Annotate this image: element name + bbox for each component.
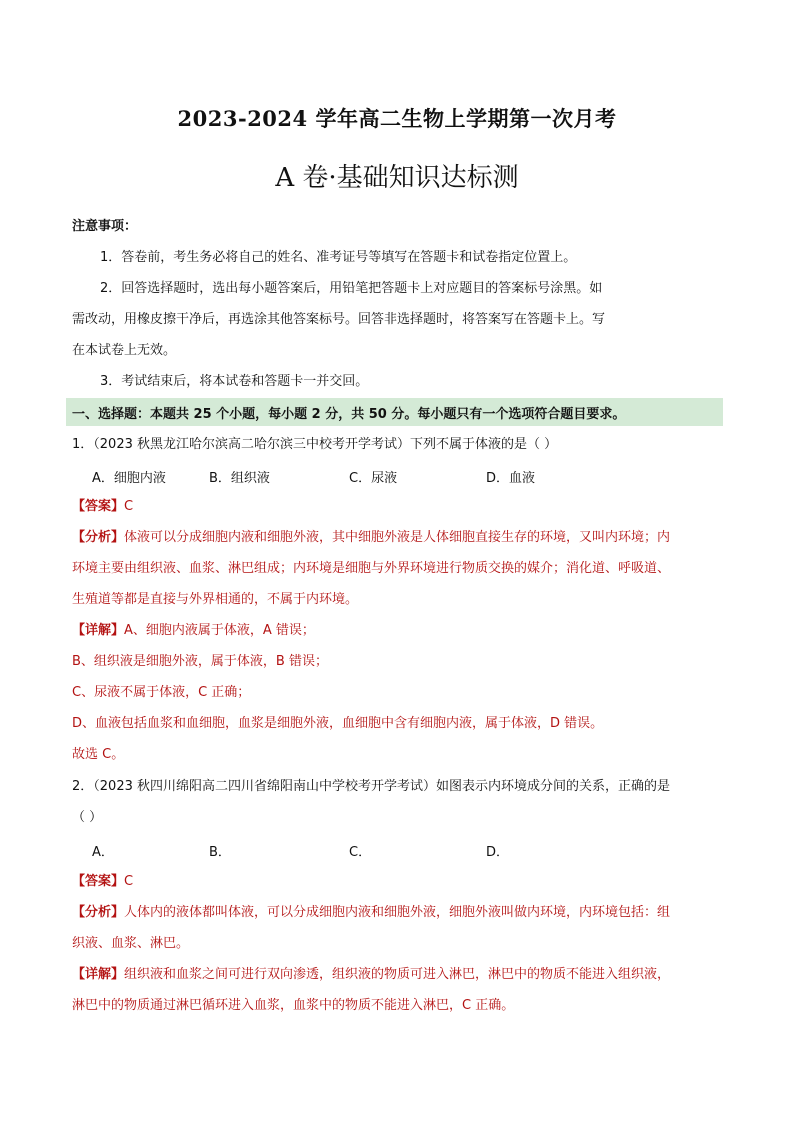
q2-stem-line-2: （ ） (72, 810, 103, 825)
q2-option-d: D． (486, 845, 510, 860)
q2-answer (72, 873, 133, 891)
notice-item-2-line-3: 在本试卷上无效。 (72, 343, 177, 358)
notice-item-1: 1．答卷前，考生务必将自己的姓名、准考证号等填写在答题卡和试卷指定位置上。 (100, 250, 577, 265)
notice-item-2-line-1: 2．回答选择题时，选出每小题答案后，用铅笔把答题卡上对应题目的答案标号涂黑。如 (100, 281, 603, 296)
answer-tag: 【答案】 (72, 874, 125, 889)
detail-text: 组织液和血浆之间可进行双向渗透，组织液的物质可进入淋巴，淋巴中的物质不能进入组织液， (124, 967, 671, 982)
q1-analysis-line-2: 环境主要由组织液、血浆、淋巴组成；内环境是细胞与外界环境进行物质交换的媒介；消化道、呼吸道、 (72, 561, 671, 576)
q2-option-b: B． (209, 845, 231, 860)
q1-option-a: A．细胞内液 (92, 471, 166, 486)
q2-detail-line-2: 淋巴中的物质通过淋巴循环进入血浆，血浆中的物质不能进入淋巴，C 正确。 (72, 998, 515, 1013)
q1-option-c: C．尿液 (349, 471, 398, 486)
q1-answer (72, 498, 133, 516)
q1-detail-line-2: B、组织液是细胞外液，属于体液，B 错误； (72, 654, 328, 669)
analysis-text: 体液可以分成细胞内液和细胞外液，其中细胞外液是人体细胞直接生存的环境，又叫内环境；内 (124, 530, 671, 545)
section-title: 一、选择题：本题共 25 个小题，每小题 2 分，共 50 分。每小题只有一个选项符合题目要求。 (72, 407, 626, 422)
q1-analysis-line-3: 生殖道等都是直接与外界相通的，不属于内环境。 (72, 592, 359, 607)
detail-tag: 【详解】 (72, 967, 125, 982)
q2-option-a: A． (92, 845, 114, 860)
q1-analysis-line-1 (72, 529, 670, 547)
q1-detail-line-1 (72, 622, 315, 640)
detail-text: A、细胞内液属于体液，A 错误； (124, 623, 315, 638)
analysis-tag: 【分析】 (72, 530, 125, 545)
q2-analysis-line-2: 织液、血浆、淋巴。 (72, 936, 190, 951)
q2-detail-line-1 (72, 966, 670, 984)
answer-tag: 【答案】 (72, 499, 125, 514)
section-header (66, 398, 723, 426)
q1-option-b: B．组织液 (209, 471, 270, 486)
analysis-text: 人体内的液体都叫体液，可以分成细胞内液和细胞外液，细胞外液叫做内环境，内环境包括：组 (124, 905, 671, 920)
q1-detail-line-4: D、血液包括血浆和血细胞，血浆是细胞外液，血细胞中含有细胞内液，属于体液，D 错误。 (72, 716, 604, 731)
q2-option-c: C． (349, 845, 372, 860)
notice-item-3: 3．考试结束后，将本试卷和答题卡一并交回。 (100, 374, 369, 389)
notice-heading: 注意事项： (72, 219, 138, 234)
q1-conclusion: 故选 C。 (72, 747, 125, 762)
q2-stem-line-1: 2．（2023 秋四川绵阳高二四川省绵阳南山中学校考开学考试）如图表示内环境成分间的关系，正确的是 (72, 779, 670, 794)
q1-option-d: D．血液 (486, 471, 536, 486)
exam-title: 2023-2024 学年高二生物上学期第一次月考 (177, 106, 617, 131)
notice-item-2-line-2: 需改动，用橡皮擦干净后，再选涂其他答案标号。回答非选择题时，将答案写在答题卡上。写 (72, 312, 606, 327)
answer-value: C (124, 874, 134, 889)
q1-stem: 1．（2023 秋黑龙江哈尔滨高二哈尔滨三中校考开学考试）下列不属于体液的是（ ） (72, 437, 558, 452)
q2-analysis-line-1 (72, 904, 670, 922)
analysis-tag: 【分析】 (72, 905, 125, 920)
detail-tag: 【详解】 (72, 623, 125, 638)
answer-value: C (124, 499, 134, 514)
exam-subtitle: A 卷·基础知识达标测 (275, 163, 519, 193)
q1-detail-line-3: C、尿液不属于体液，C 正确； (72, 685, 251, 700)
